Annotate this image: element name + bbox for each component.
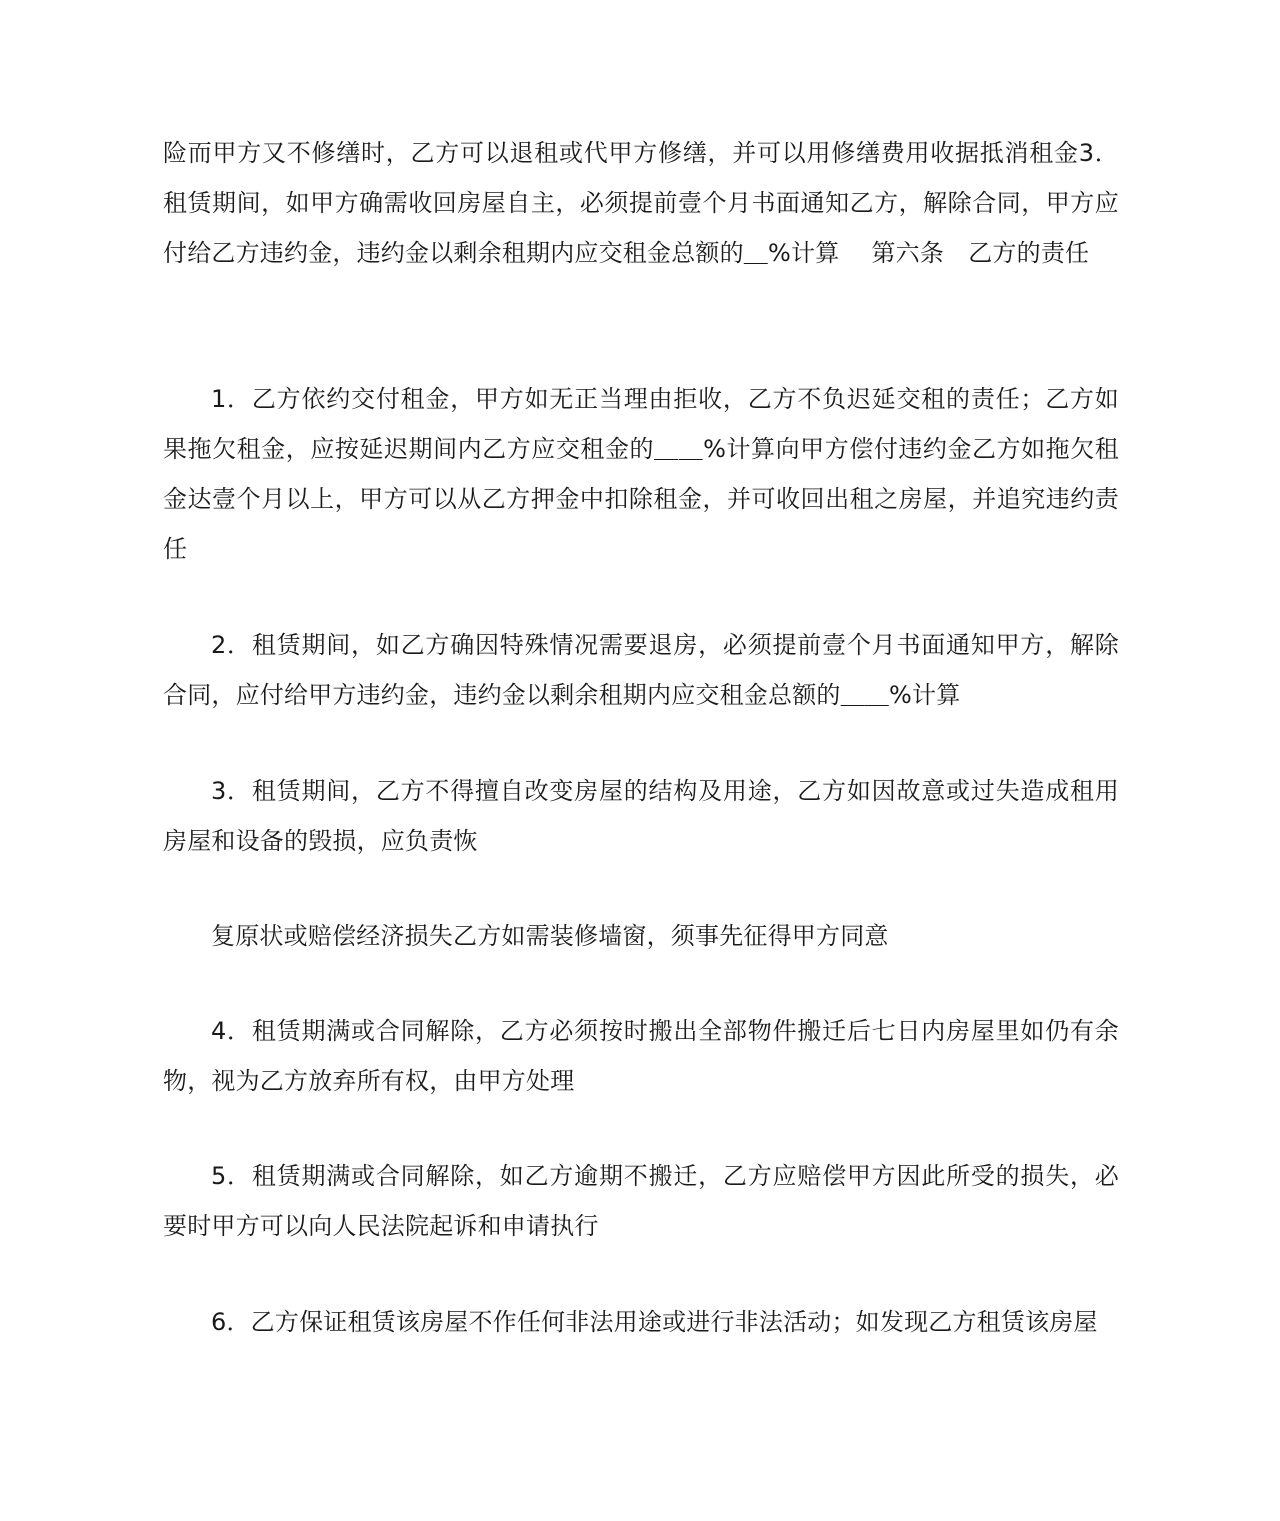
- paragraph-item-3: 3．租赁期间，乙方不得擅自改变房屋的结构及用途，乙方如因故意或过失造成租用房屋和设备的毁损，应负责恢: [163, 777, 1119, 855]
- paragraph-continuation: 险而甲方又不修缮时，乙方可以退租或代甲方修缮，并可以用修缮费用收据抵消租金3．租赁期间，如甲方确需收回房屋自主，必须提前壹个月书面通知乙方，解除合同，甲方应付给乙方违约金，违约金以剩余租期内应交租金总额的＿%计算 第六条 乙方的责任: [163, 139, 1119, 267]
- paragraph-item-1: 1．乙方依约交付租金，甲方如无正当理由拒收，乙方不负迟延交租的责任；乙方如果拖欠租金，应按延迟期间内乙方应交租金的＿＿%计算向甲方偿付违约金乙方如拖欠租金达壹个月以上，甲方可以从乙方押金中扣除租金，并可收回出租之房屋，并追究违约责任: [163, 385, 1119, 563]
- paragraph-item-5: 5．租赁期满或合同解除，如乙方逾期不搬迁，乙方应赔偿甲方因此所受的损失，必要时甲方可以向人民法院起诉和申请执行: [163, 1162, 1119, 1240]
- paragraph-item-2: 2．租赁期间，如乙方确因特殊情况需要退房，必须提前壹个月书面通知甲方，解除合同，应付给甲方违约金，违约金以剩余租期内应交租金总额的＿＿%计算: [163, 631, 1119, 709]
- paragraph-item-4: 4．租赁期满或合同解除，乙方必须按时搬出全部物件搬迁后七日内房屋里如仍有余物，视为乙方放弃所有权，由甲方处理: [163, 1017, 1119, 1095]
- paragraph-item-6: 6．乙方保证租赁该房屋不作任何非法用途或进行非法活动；如发现乙方租赁该房屋: [211, 1308, 1098, 1336]
- paragraph-item-3-continued: 复原状或赔偿经济损失乙方如需装修墙窗，须事先征得甲方同意: [211, 922, 889, 950]
